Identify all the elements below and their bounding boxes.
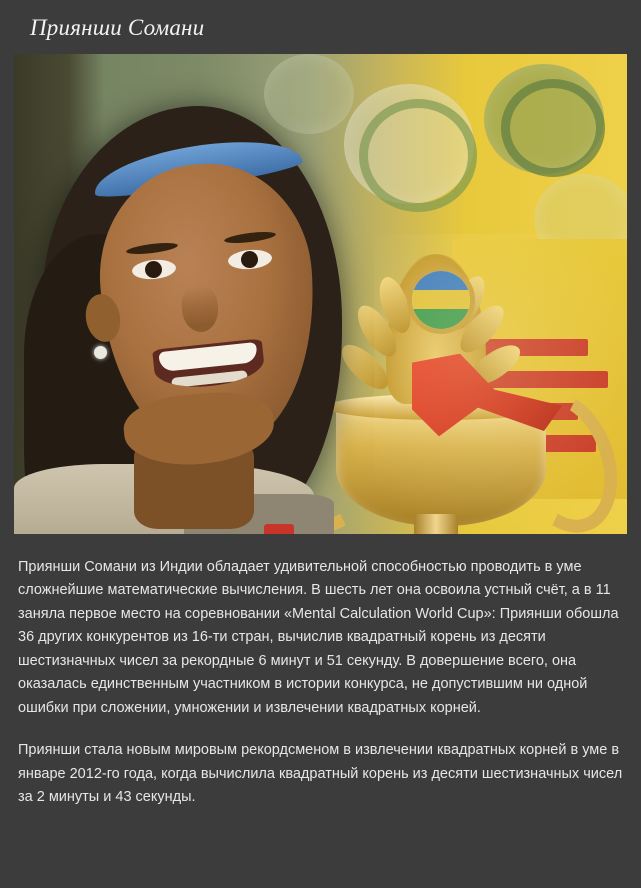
trophy-medal-icon <box>407 266 475 334</box>
article-paragraph: Приянши стала новым мировым рекордсменом в извлечении квадратных корней в уме в январе 2012-го года, когда вычислила квадратный корень из десяти шестизначных чисел за 2 минуты и 43 секунды. <box>18 742 623 806</box>
page-title: Приянши Сомани <box>30 15 205 40</box>
article-paragraph: Приянши Сомани из Индии обладает удивительной способностью проводить в уме сложнейшие математические вычисления. В шесть лет она освоила устный счёт, а в 11 заняла первое место на соревновании «Mental Calculation World Cup»: Приянши обошла 36 других конкурентов из 16-ти стран, вычислив квадратный корень из десяти шестизначных чисел за рекордные 6 минут и 51 секунду. В довершение всего, она оказалась единственным участником в истории конкурса, не допустившим ни одной ошибки при сложении, умножении и извлечении квадратных корней. <box>18 558 619 716</box>
background-ring-icon <box>501 79 605 177</box>
article-body <box>0 534 641 810</box>
person-earring <box>94 346 107 359</box>
background-ring-icon <box>359 99 477 212</box>
photo-background <box>14 54 627 534</box>
jacket-red-detail <box>264 524 294 534</box>
background-circle-icon <box>264 54 354 134</box>
article-photo <box>14 54 627 534</box>
trophy-stem <box>414 514 458 534</box>
